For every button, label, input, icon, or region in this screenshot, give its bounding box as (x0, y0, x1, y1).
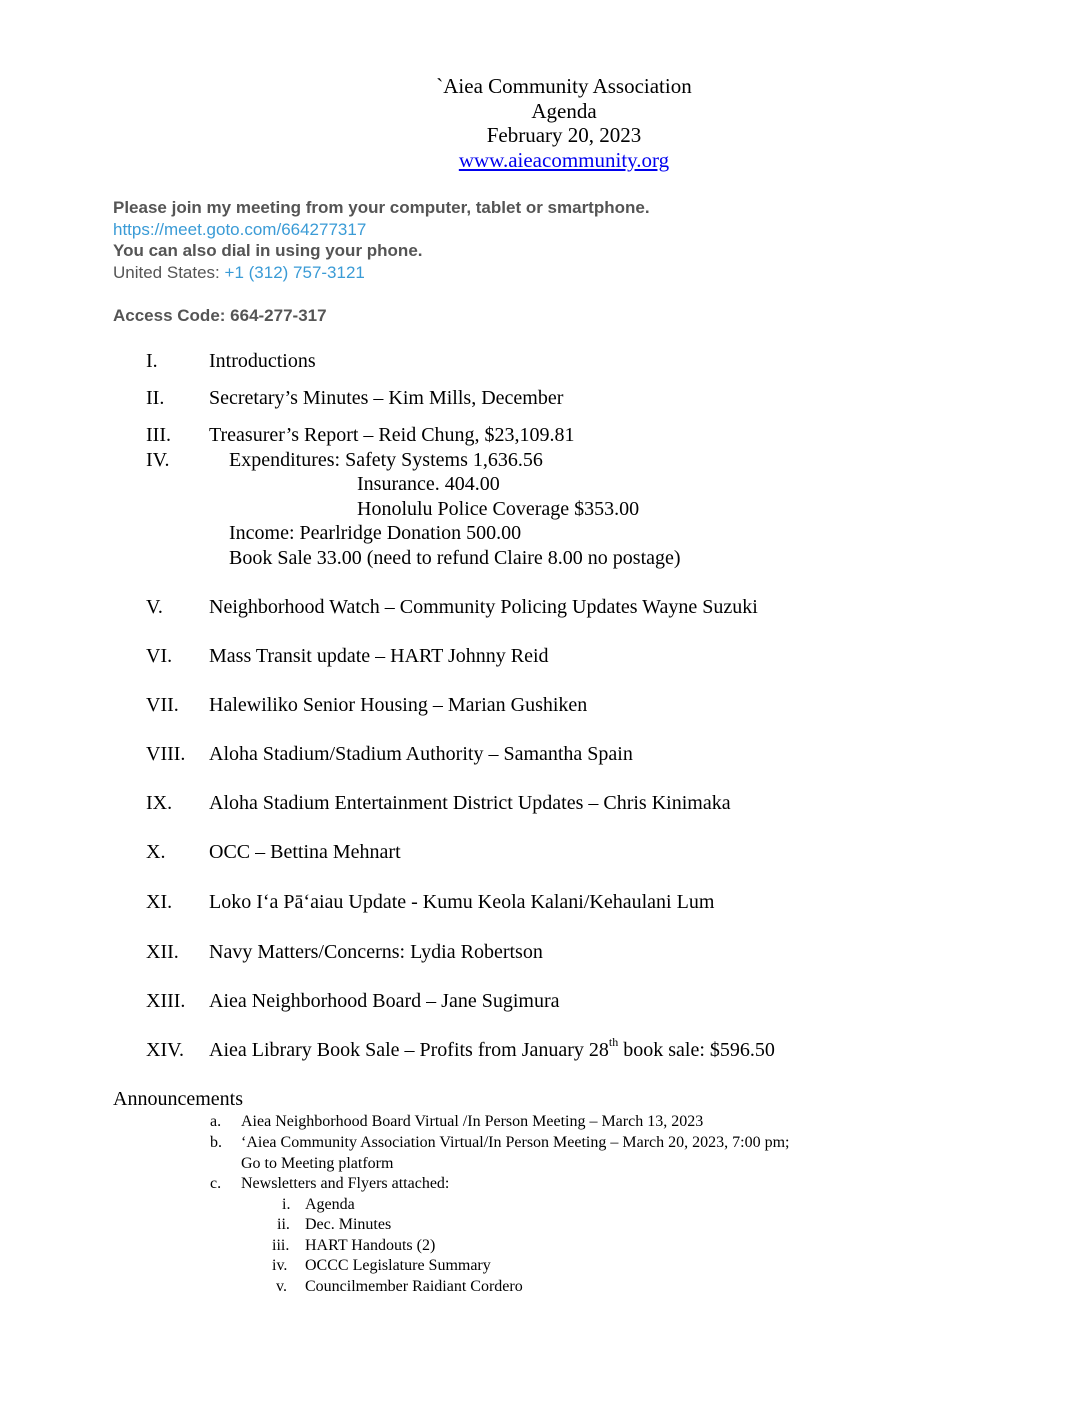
website-link[interactable]: www.aieacommunity.org (458, 147, 670, 172)
item-text: Loko Iʻa Pāʻaiau Update - Kumu Keola Kalani/Kehaulani Lum (209, 891, 715, 913)
item-text: Aiea Neighborhood Board – Jane Sugimura (209, 990, 560, 1012)
item-number: IV. (146, 449, 170, 471)
expense-police: Honolulu Police Coverage $353.00 (357, 498, 640, 520)
item-text: Aloha Stadium/Stadium Authority – Samantha Spain (209, 743, 633, 765)
document-header (0, 74, 1088, 172)
item-marker: iv. (272, 1257, 288, 1274)
ordinal-suffix: th (608, 1035, 619, 1050)
item-text: Newsletters and Flyers attached: (241, 1175, 450, 1192)
announcement-item-continued: Go to Meeting platform (241, 1155, 394, 1172)
item-text: HART Handouts (2) (305, 1237, 436, 1254)
item-number: VII. (146, 694, 179, 716)
item-number: IX. (146, 792, 173, 814)
item-text-part: Aiea Library Book Sale – Profits from January 28 (209, 1039, 609, 1061)
item-text: Navy Matters/Concerns: Lydia Robertson (209, 941, 543, 963)
item-text: OCCC Legislature Summary (305, 1257, 491, 1274)
access-code: Access Code: 664-277-317 (113, 306, 327, 325)
item-number: V. (146, 596, 163, 618)
meeting-date: February 20, 2023 (486, 123, 642, 147)
item-text: Aiea Neighborhood Board Virtual /In Person Meeting – March 13, 2023 (241, 1113, 704, 1130)
item-number: XIV. (146, 1039, 184, 1061)
item-marker: c. (210, 1175, 222, 1192)
item-text: Halewiliko Senior Housing – Marian Gushiken (209, 694, 588, 716)
item-text (209, 1035, 775, 1062)
item-marker: i. (282, 1196, 291, 1213)
item-text: Secretary’s Minutes – Kim Mills, December (209, 387, 564, 409)
item-marker: ii. (277, 1216, 290, 1233)
item-number: VIII. (146, 743, 186, 765)
item-marker: v. (276, 1278, 287, 1295)
org-name: `Aiea Community Association (436, 74, 692, 98)
country-label: United States: (113, 262, 225, 282)
item-marker: iii. (272, 1237, 290, 1254)
item-number: III. (146, 424, 171, 446)
item-number: I. (146, 350, 158, 372)
phone-line (113, 262, 650, 284)
item-text: Dec. Minutes (305, 1216, 392, 1233)
item-text: Treasurer’s Report – Reid Chung, $23,109.81 (209, 424, 575, 446)
meeting-info (113, 197, 650, 327)
item-number: VI. (146, 645, 173, 667)
meeting-url-link[interactable]: https://meet.goto.com/664277317 (113, 219, 367, 239)
item-text: Neighborhood Watch – Community Policing Updates Wayne Suzuki (209, 596, 758, 618)
item-text: Aloha Stadium Entertainment District Updates – Chris Kinimaka (209, 792, 731, 814)
item-number: X. (146, 841, 166, 863)
join-instructions: Please join my meeting from your computer, tablet or smartphone. (113, 198, 650, 217)
item-text: Expenditures: Safety Systems 1,636.56 (229, 449, 543, 471)
announcements-heading: Announcements (113, 1088, 243, 1110)
item-marker: b. (210, 1134, 222, 1151)
item-text: Introductions (209, 350, 316, 372)
expense-insurance: Insurance. 404.00 (357, 473, 500, 495)
item-number: XI. (146, 891, 173, 913)
item-text: Mass Transit update – HART Johnny Reid (209, 645, 549, 667)
book-sale-line: Book Sale 33.00 (need to refund Claire 8.00 no postage) (229, 547, 681, 569)
item-number: II. (146, 387, 165, 409)
item-text-part: book sale: $596.50 (618, 1039, 775, 1061)
item-number: XIII. (146, 990, 186, 1012)
item-text: Councilmember Raidiant Cordero (305, 1278, 523, 1295)
income-line: Income: Pearlridge Donation 500.00 (229, 522, 522, 544)
item-text: ‘Aiea Community Association Virtual/In Person Meeting – March 20, 2023, 7:00 pm; (241, 1134, 790, 1151)
phone-number-link[interactable]: +1 (312) 757-3121 (224, 262, 365, 282)
item-text: Agenda (305, 1196, 355, 1213)
item-number: XII. (146, 941, 179, 963)
doc-title: Agenda (531, 98, 597, 123)
item-text: OCC – Bettina Mehnart (209, 841, 401, 863)
dial-instructions: You can also dial in using your phone. (113, 241, 423, 260)
item-marker: a. (210, 1113, 222, 1130)
